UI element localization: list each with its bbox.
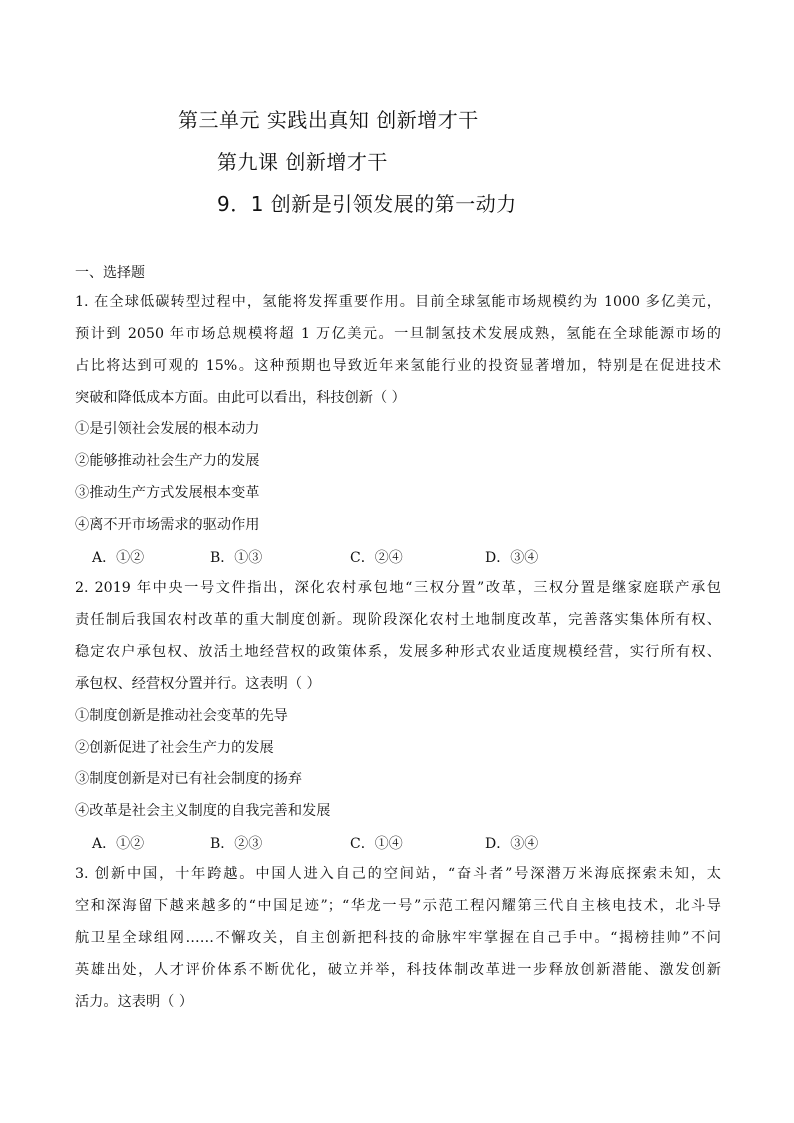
q2-answer-d[interactable]: D．③④ — [485, 836, 539, 852]
q1-answer-d[interactable]: D．③④ — [485, 550, 539, 566]
q2-stem-line: 承包权、经营权分置并行。这表明（ ） — [75, 676, 321, 692]
q3-stem-line: 英雄出处，人才评价体系不断优化，破立并举，科技体制改革进一步释放创新潜能、激发创新 — [75, 962, 721, 978]
q1-stem-line: 占比将达到可观的 15%。这种预期也导致近年来氢能行业的投资显著增加，特别是在促进技术 — [75, 358, 721, 374]
q2-stem-line: 稳定农户承包权、放活土地经营权的政策体系，发展多种形式农业适度规模经营，实行所有权、 — [75, 644, 721, 660]
q1-stem-line: 突破和降低成本方面。由此可以看出，科技创新（ ） — [75, 390, 406, 406]
lesson-title: 第九课 创新增才干 — [217, 150, 388, 174]
unit-title: 第三单元 实践出真知 创新增才干 — [178, 108, 479, 132]
q1-option: ④离不开市场需求的驱动作用 — [75, 517, 260, 533]
q2-answer-a[interactable]: A．①② — [92, 836, 145, 852]
q2-option: ②创新促进了社会生产力的发展 — [75, 740, 274, 756]
q1-option: ③推动生产方式发展根本变革 — [75, 485, 260, 501]
q1-stem-line: 1. 在全球低碳转型过程中，氢能将发挥重要作用。目前全球氢能市场规模约为 1000 多亿美元， — [75, 294, 721, 310]
q3-stem-line: 空和深海留下越来越多的“中国足迹”；“华龙一号”示范工程闪耀第三代自主核电技术，北斗导 — [75, 898, 721, 914]
q2-option: ①制度创新是推动社会变革的先导 — [75, 708, 288, 724]
q2-option: ③制度创新是对已有社会制度的扬弃 — [75, 771, 303, 787]
q1-answer-a[interactable]: A．①② — [92, 550, 145, 566]
section-title: 9．1 创新是引领发展的第一动力 — [217, 192, 517, 216]
q3-stem-line: 航卫星全球组网……不懈攻关，自主创新把科技的命脉牢牢掌握在自己手中。“揭榜挂帅”不问 — [75, 930, 721, 946]
q1-option: ②能够推动社会生产力的发展 — [75, 453, 260, 469]
q1-answer-b[interactable]: B．①③ — [210, 550, 263, 566]
q1-answer-c[interactable]: C．②④ — [350, 550, 403, 566]
q1-option: ①是引领社会发展的根本动力 — [75, 421, 260, 437]
q2-option: ④改革是社会主义制度的自我完善和发展 — [75, 803, 331, 819]
q3-stem-line: 3. 创新中国，十年跨越。中国人进入自己的空间站，“奋斗者”号深潜万米海底探索未知，太 — [75, 866, 721, 882]
q2-stem-line: 2. 2019 年中央一号文件指出，深化农村承包地“三权分置”改革，三权分置是继家庭联产承包 — [75, 580, 721, 596]
q2-stem-line: 责任制后我国农村改革的重大制度创新。现阶段深化农村土地制度改革，完善落实集体所有权、 — [75, 612, 721, 628]
section-header: 一、选择题 — [75, 265, 145, 281]
q2-answer-c[interactable]: C．①④ — [350, 836, 403, 852]
q3-stem-line: 活力。这表明（ ） — [75, 994, 194, 1010]
q2-answer-b[interactable]: B．②③ — [210, 836, 263, 852]
q1-stem-line: 预计到 2050 年市场总规模将超 1 万亿美元。一旦制氢技术发展成熟，氢能在全球能源市场的 — [75, 326, 721, 342]
